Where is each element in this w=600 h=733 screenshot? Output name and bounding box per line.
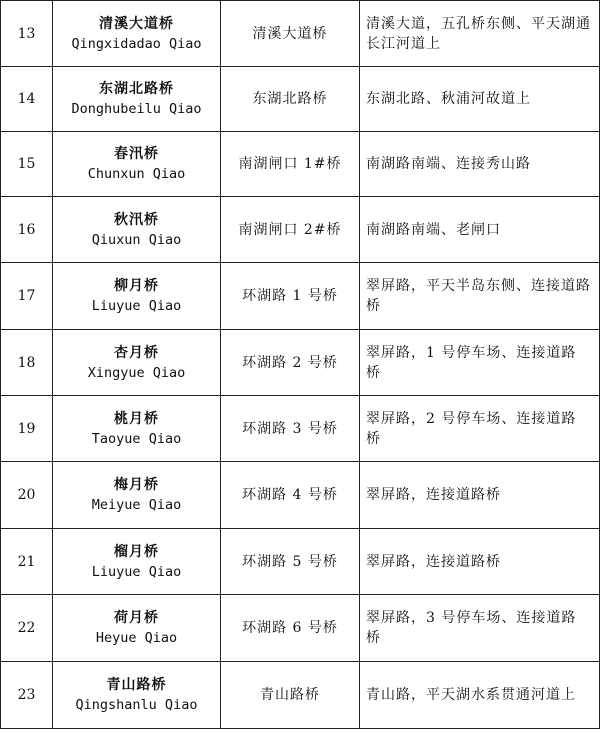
location-cell — [360, 462, 600, 529]
table-row — [1, 67, 600, 132]
bridge-name-cell — [53, 396, 221, 462]
bridge-name-pinyin: Liuyue Qiao — [91, 563, 182, 580]
location-cell — [360, 595, 600, 662]
row-number: 15 — [1, 132, 53, 197]
original-name: 青山路桥 — [260, 687, 320, 703]
bridge-name-cell — [53, 197, 221, 263]
location-cell — [360, 1, 600, 67]
table-row — [1, 132, 600, 197]
bridge-name-chinese: 春汛桥 — [114, 146, 159, 162]
original-name-cell — [221, 396, 360, 462]
original-name: 南湖闸口 2#桥 — [238, 221, 342, 238]
original-name: 环湖路 3 号桥 — [242, 420, 338, 437]
table-row — [1, 662, 600, 729]
bridge-name-chinese: 杏月桥 — [114, 344, 159, 361]
bridge-name-chinese: 秋汛桥 — [114, 211, 159, 228]
location-text: 翠屏路，3 号停车场、连接道路桥 — [366, 610, 577, 646]
bridge-name-chinese: 青山路桥 — [106, 677, 167, 693]
row-number: 20 — [1, 462, 53, 529]
row-number: 19 — [1, 396, 53, 462]
original-name-cell — [221, 67, 360, 132]
location-cell — [360, 330, 600, 396]
location-text: 东湖北路、秋浦河故道上 — [366, 91, 531, 107]
location-text: 南湖路南端、连接秀山路 — [366, 156, 531, 172]
original-name-cell — [221, 132, 360, 197]
bridge-name-cell — [53, 662, 221, 729]
bridge-name-chinese: 梅月桥 — [114, 477, 159, 493]
row-number: 14 — [1, 67, 53, 132]
bridge-name-cell — [53, 1, 221, 67]
table-body — [1, 1, 600, 729]
row-number: 21 — [1, 529, 53, 595]
table-row — [1, 462, 600, 529]
location-text: 清溪大道，五孔桥东侧、平天湖通长江河道上 — [366, 15, 591, 52]
original-name: 环湖路 5 号桥 — [242, 553, 338, 570]
original-name-cell — [221, 529, 360, 595]
location-cell — [360, 67, 600, 132]
table-row — [1, 396, 600, 462]
original-name: 东湖北路桥 — [252, 91, 328, 107]
location-text: 翠屏路，连接道路桥 — [366, 553, 501, 570]
bridge-name-pinyin: Taoyue Qiao — [91, 430, 182, 447]
location-cell — [360, 396, 600, 462]
location-text: 青山路，平天湖水系贯通河道上 — [366, 687, 576, 703]
bridge-name-cell — [53, 263, 221, 330]
bridge-name-chinese: 桃月桥 — [114, 410, 159, 427]
table-row — [1, 529, 600, 595]
row-number: 17 — [1, 263, 53, 330]
bridge-name-cell — [53, 132, 221, 197]
table-row — [1, 197, 600, 263]
original-name-cell — [221, 462, 360, 529]
row-number: 22 — [1, 595, 53, 662]
original-name: 环湖路 4 号桥 — [242, 487, 338, 503]
bridge-name-pinyin: Meiyue Qiao — [91, 497, 182, 513]
bridge-name-cell — [53, 330, 221, 396]
original-name-cell — [221, 1, 360, 67]
table-row — [1, 595, 600, 662]
bridge-name-chinese: 清溪大道桥 — [99, 15, 174, 32]
bridge-name-pinyin: Qingshanlu Qiao — [75, 697, 198, 713]
bridge-name-pinyin: Donghubeilu Qiao — [71, 101, 202, 117]
row-number: 23 — [1, 662, 53, 729]
row-number: 16 — [1, 197, 53, 263]
location-cell — [360, 662, 600, 729]
original-name: 南湖闸口 1#桥 — [238, 156, 342, 172]
bridge-name-chinese: 荷月桥 — [114, 610, 159, 626]
bridge-name-cell — [53, 529, 221, 595]
bridge-name-cell — [53, 67, 221, 132]
location-cell — [360, 132, 600, 197]
location-text: 翠屏路，2 号停车场、连接道路桥 — [366, 410, 577, 447]
bridge-name-pinyin: Qiuxun Qiao — [91, 231, 182, 248]
bridge-name-pinyin: Chunxun Qiao — [87, 166, 186, 182]
location-text: 南湖路南端、老闸口 — [366, 221, 501, 238]
location-cell — [360, 263, 600, 330]
bridge-name-pinyin: Qingxidadao Qiao — [71, 35, 202, 52]
table-row — [1, 330, 600, 396]
location-cell — [360, 529, 600, 595]
original-name-cell — [221, 662, 360, 729]
location-text: 翠屏路，1 号停车场、连接道路桥 — [366, 344, 577, 381]
original-name-cell — [221, 595, 360, 662]
original-name-cell — [221, 330, 360, 396]
bridge-name-cell — [53, 595, 221, 662]
bridge-name-pinyin: Heyue Qiao — [95, 630, 178, 646]
original-name: 清溪大道桥 — [252, 25, 328, 42]
location-text: 翠屏路，平天半岛东侧、连接道路桥 — [366, 278, 591, 314]
bridge-name-chinese: 柳月桥 — [114, 278, 159, 294]
bridge-name-chinese: 东湖北路桥 — [99, 81, 174, 97]
original-name-cell — [221, 197, 360, 263]
bridge-name-pinyin: Xingyue Qiao — [87, 364, 186, 381]
original-name: 环湖路 6 号桥 — [242, 620, 338, 636]
bridge-name-chinese: 榴月桥 — [114, 543, 159, 560]
location-cell — [360, 197, 600, 263]
original-name: 环湖路 2 号桥 — [242, 354, 338, 371]
table-row — [1, 263, 600, 330]
row-number: 13 — [1, 1, 53, 67]
bridge-name-cell — [53, 462, 221, 529]
bridge-name-pinyin: Liuyue Qiao — [91, 298, 182, 314]
original-name-cell — [221, 263, 360, 330]
location-text: 翠屏路，连接道路桥 — [366, 487, 501, 503]
row-number: 18 — [1, 330, 53, 396]
table-row — [1, 1, 600, 67]
original-name: 环湖路 1 号桥 — [242, 288, 338, 304]
